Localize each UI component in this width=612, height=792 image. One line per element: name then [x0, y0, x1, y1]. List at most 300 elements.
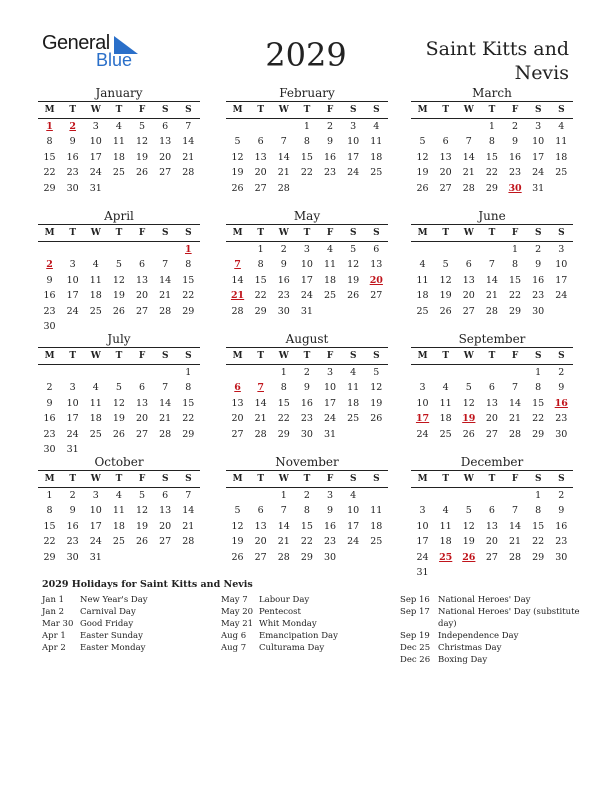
day-cell: [272, 119, 295, 134]
day-cell: 2: [558, 367, 565, 378]
weekday-label: F: [511, 228, 519, 238]
day-cell: 28: [254, 428, 267, 440]
day-cell: 8: [46, 136, 53, 148]
day-cell: 28: [231, 305, 244, 317]
day-cell: [480, 488, 503, 503]
day-cell: [177, 550, 200, 565]
weekday-label: M: [232, 474, 243, 484]
day-cell: 2: [512, 121, 519, 132]
day-cell: 10: [532, 136, 545, 148]
weekday-label: T: [442, 228, 450, 238]
day-cell: [226, 242, 249, 257]
day-cell: 14: [485, 274, 498, 286]
weekday-header: [226, 102, 388, 119]
day-cell: 21: [182, 520, 195, 532]
day-cell: 9: [46, 397, 53, 409]
day-cell: 20: [159, 520, 172, 532]
day-cell: 5: [115, 382, 122, 394]
day-cell: 25: [370, 536, 383, 548]
day-cell: 12: [347, 259, 360, 271]
weekday-label: F: [326, 474, 334, 484]
day-cell: 26: [112, 305, 125, 317]
day-cell: 29: [43, 551, 56, 563]
day-cell: [365, 181, 388, 196]
day-cell: 12: [416, 151, 429, 163]
weekday-label: T: [115, 228, 123, 238]
day-cell: [434, 242, 457, 257]
day-cell: 14: [509, 520, 522, 532]
day-cell: 4: [373, 121, 380, 132]
month-june: [411, 208, 573, 319]
day-cell: 5: [442, 259, 449, 271]
day-cell: 25: [370, 167, 383, 179]
day-cell: 25: [89, 305, 102, 317]
day-cell: 14: [182, 136, 195, 148]
weekday-label: T: [303, 105, 311, 115]
weekday-label: W: [463, 228, 474, 238]
day-cell: [319, 181, 342, 196]
day-cell: 27: [159, 536, 172, 548]
weekday-label: S: [161, 228, 169, 238]
weekday-label: W: [278, 228, 289, 238]
week-row: [411, 134, 573, 149]
weekday-label: S: [373, 351, 380, 361]
day-cell: [131, 550, 154, 565]
weekday-label: W: [90, 474, 101, 484]
holiday-name: Christmas Day: [438, 643, 502, 653]
day-cell: 19: [462, 536, 475, 548]
weekday-label: S: [185, 474, 192, 484]
day-cell: 25: [347, 413, 360, 425]
day-cell: 10: [89, 505, 102, 517]
day-cell: 3: [92, 121, 99, 132]
day-cell: 14: [509, 397, 522, 409]
day-cell: 21: [509, 536, 522, 548]
month-may: [226, 208, 388, 319]
weekday-label: T: [69, 228, 77, 238]
holiday-item: [42, 630, 227, 642]
day-cell: 15: [43, 151, 56, 163]
day-cell: 24: [66, 428, 79, 440]
day-cell: 19: [112, 290, 125, 302]
week-row: [226, 365, 388, 380]
day-cell: 7: [280, 136, 287, 148]
weekday-label: M: [44, 105, 55, 115]
day-cell: 15: [532, 397, 545, 409]
weekday-label: T: [115, 474, 123, 484]
day-cell: 18: [347, 397, 360, 409]
month-september: [411, 331, 573, 442]
day-cell: 21: [254, 413, 267, 425]
day-cell: [342, 550, 365, 565]
day-cell: 30: [43, 320, 56, 332]
day-cell: 13: [254, 151, 267, 163]
day-cell: 1: [512, 244, 519, 255]
day-cell: 24: [555, 290, 568, 302]
day-cell: 7: [280, 505, 287, 517]
holiday-day-cell: 25: [439, 551, 453, 563]
weekday-label: F: [326, 228, 334, 238]
holiday-item: [221, 606, 406, 618]
day-cell: 30: [66, 551, 79, 563]
day-cell: 25: [416, 305, 429, 317]
week-row: [38, 519, 200, 534]
week-row: [226, 519, 388, 534]
week-row: [411, 365, 573, 380]
day-cell: [107, 550, 130, 565]
weekday-header: [411, 102, 573, 119]
week-row: [226, 396, 388, 411]
week-row: [38, 181, 200, 196]
day-cell: 29: [182, 305, 195, 317]
week-row: [38, 257, 200, 272]
day-cell: 15: [182, 274, 195, 286]
holiday-day-cell: 6: [234, 382, 241, 394]
day-cell: 19: [231, 167, 244, 179]
day-cell: 21: [509, 413, 522, 425]
day-cell: 9: [535, 259, 542, 271]
day-cell: [226, 488, 249, 503]
weekday-label: T: [442, 474, 450, 484]
weekday-label: W: [90, 228, 101, 238]
weekday-label: T: [69, 351, 77, 361]
day-cell: [434, 565, 457, 580]
holiday-name: Labour Day: [259, 595, 310, 605]
day-cell: 13: [485, 397, 498, 409]
month-title: February: [226, 85, 388, 102]
day-cell: 7: [185, 121, 192, 132]
weekday-label: S: [373, 474, 380, 484]
day-cell: 18: [112, 151, 125, 163]
day-cell: 13: [231, 397, 244, 409]
day-cell: 9: [69, 136, 76, 148]
day-cell: 22: [182, 290, 195, 302]
month-january: [38, 85, 200, 196]
day-cell: 28: [277, 182, 290, 194]
day-cell: 28: [509, 551, 522, 563]
day-cell: 16: [300, 397, 313, 409]
weekday-label: T: [488, 228, 496, 238]
day-cell: 31: [66, 443, 79, 455]
day-cell: 28: [159, 428, 172, 440]
holiday-item: [400, 594, 585, 606]
day-cell: 9: [327, 136, 334, 148]
day-cell: 3: [69, 259, 76, 271]
weekday-header: [411, 225, 573, 242]
day-cell: 11: [112, 505, 125, 517]
week-row: [226, 134, 388, 149]
week-row: [38, 242, 200, 257]
day-cell: 16: [43, 413, 56, 425]
weekday-header: [411, 348, 573, 365]
day-cell: [457, 488, 480, 503]
holiday-date: Dec 25: [400, 643, 431, 653]
weekday-label: T: [257, 228, 265, 238]
day-cell: 26: [370, 413, 383, 425]
holiday-day-cell: 7: [234, 259, 241, 271]
holiday-day-cell: 21: [230, 290, 245, 302]
day-cell: 20: [159, 151, 172, 163]
day-cell: 21: [159, 290, 172, 302]
day-cell: 20: [485, 536, 498, 548]
day-cell: 5: [419, 136, 426, 148]
day-cell: 5: [115, 259, 122, 271]
day-cell: 2: [280, 244, 287, 255]
day-cell: 30: [66, 182, 79, 194]
weekday-header: [226, 348, 388, 365]
day-cell: 5: [373, 367, 380, 378]
day-cell: 10: [324, 382, 337, 394]
day-cell: 31: [89, 551, 102, 563]
day-cell: 11: [416, 274, 429, 286]
day-cell: 29: [532, 428, 545, 440]
day-cell: [342, 181, 365, 196]
week-row: [411, 119, 573, 134]
day-cell: [365, 427, 388, 442]
day-cell: 2: [303, 367, 310, 378]
day-cell: 30: [555, 428, 568, 440]
day-cell: 10: [300, 259, 313, 271]
day-cell: 18: [439, 536, 452, 548]
day-cell: [319, 304, 342, 319]
day-cell: [411, 365, 434, 380]
week-row: [411, 242, 573, 257]
day-cell: [226, 365, 249, 380]
day-cell: 24: [416, 428, 429, 440]
weekday-label: M: [232, 351, 243, 361]
day-cell: [480, 365, 503, 380]
day-cell: 13: [370, 259, 383, 271]
day-cell: 19: [416, 167, 429, 179]
day-cell: 19: [439, 290, 452, 302]
day-cell: [457, 119, 480, 134]
day-cell: 10: [89, 136, 102, 148]
weekday-label: T: [303, 474, 311, 484]
holiday-date: Sep 16: [400, 595, 430, 605]
day-cell: [457, 242, 480, 257]
day-cell: [131, 242, 154, 257]
day-cell: 18: [439, 413, 452, 425]
day-cell: 5: [234, 136, 241, 148]
day-cell: 17: [347, 151, 360, 163]
day-cell: [249, 488, 272, 503]
day-cell: 29: [485, 182, 498, 194]
month-november: [226, 454, 388, 565]
day-cell: 27: [254, 551, 267, 563]
month-title: September: [411, 331, 573, 348]
day-cell: 29: [509, 305, 522, 317]
week-row: [38, 550, 200, 565]
day-cell: 26: [112, 428, 125, 440]
day-cell: [226, 119, 249, 134]
day-cell: 13: [136, 274, 149, 286]
day-cell: 27: [370, 290, 383, 302]
day-cell: 12: [439, 274, 452, 286]
weekday-label: S: [185, 351, 192, 361]
day-cell: 14: [231, 274, 244, 286]
week-row: [411, 150, 573, 165]
day-cell: 17: [89, 520, 102, 532]
week-row: [38, 411, 200, 426]
weekday-label: T: [488, 105, 496, 115]
weekday-label: M: [417, 351, 428, 361]
day-cell: 20: [485, 413, 498, 425]
day-cell: 8: [512, 259, 519, 271]
day-cell: 11: [89, 274, 102, 286]
day-cell: 1: [488, 121, 495, 132]
weekday-label: W: [278, 105, 289, 115]
day-cell: 25: [112, 536, 125, 548]
weekday-label: S: [349, 105, 357, 115]
day-cell: 17: [89, 151, 102, 163]
day-cell: 7: [162, 382, 169, 394]
holiday-item: [42, 618, 227, 630]
day-cell: 24: [300, 290, 313, 302]
day-cell: 23: [300, 413, 313, 425]
holiday-item: [400, 630, 585, 642]
day-cell: 6: [442, 136, 449, 148]
month-july: [38, 331, 200, 457]
day-cell: 17: [66, 413, 79, 425]
holiday-item: [400, 642, 585, 654]
day-cell: 6: [139, 259, 146, 271]
weekday-label: T: [442, 351, 450, 361]
weekday-label: F: [511, 474, 519, 484]
day-cell: 12: [112, 274, 125, 286]
week-row: [38, 134, 200, 149]
day-cell: 4: [92, 259, 99, 271]
day-cell: 15: [182, 397, 195, 409]
day-cell: 7: [185, 490, 192, 501]
day-cell: 25: [89, 428, 102, 440]
day-cell: 7: [512, 505, 519, 517]
day-cell: 24: [416, 551, 429, 563]
day-cell: [504, 365, 527, 380]
weekday-label: S: [185, 105, 192, 115]
day-cell: 20: [254, 536, 267, 548]
holiday-item: [400, 654, 585, 666]
day-cell: 27: [231, 428, 244, 440]
day-cell: 10: [66, 397, 79, 409]
day-cell: 16: [277, 274, 290, 286]
weekday-label: F: [511, 105, 519, 115]
day-cell: 22: [532, 536, 545, 548]
day-cell: 18: [89, 413, 102, 425]
day-cell: 24: [347, 167, 360, 179]
day-cell: 28: [485, 305, 498, 317]
day-cell: 4: [92, 382, 99, 394]
week-row: [411, 565, 573, 580]
day-cell: 4: [115, 490, 122, 501]
day-cell: 1: [280, 367, 287, 378]
day-cell: [154, 242, 177, 257]
weekday-label: S: [534, 228, 542, 238]
day-cell: 30: [555, 551, 568, 563]
day-cell: 28: [277, 551, 290, 563]
day-cell: [61, 365, 84, 380]
day-cell: [411, 119, 434, 134]
day-cell: 20: [439, 167, 452, 179]
holidays-title: 2029 Holidays for Saint Kitts and Nevis: [42, 579, 253, 590]
holiday-date: Sep 19: [400, 631, 430, 641]
day-cell: 14: [277, 520, 290, 532]
day-cell: [550, 181, 573, 196]
day-cell: 28: [182, 536, 195, 548]
day-cell: 30: [532, 305, 545, 317]
holiday-date: Jan 1: [42, 595, 65, 605]
day-cell: 27: [485, 428, 498, 440]
month-title: October: [38, 454, 200, 471]
day-cell: 3: [535, 121, 542, 132]
logo-text-blue: Blue: [96, 50, 133, 70]
week-row: [38, 380, 200, 395]
day-cell: 18: [416, 290, 429, 302]
day-cell: 21: [485, 290, 498, 302]
holiday-name: Pentecost: [259, 607, 301, 617]
week-row: [411, 257, 573, 272]
day-cell: 2: [69, 490, 76, 501]
day-cell: 20: [136, 413, 149, 425]
week-row: [226, 534, 388, 549]
holiday-day-cell: 26: [462, 551, 476, 563]
week-row: [411, 488, 573, 503]
month-december: [411, 454, 573, 580]
day-cell: 2: [558, 490, 565, 501]
day-cell: 1: [46, 490, 53, 501]
day-cell: 3: [558, 244, 565, 255]
day-cell: 1: [535, 490, 542, 501]
day-cell: [365, 304, 388, 319]
day-cell: 4: [327, 244, 334, 255]
month-title: January: [38, 85, 200, 102]
day-cell: 22: [300, 167, 313, 179]
month-march: [411, 85, 573, 196]
week-row: [411, 273, 573, 288]
day-cell: 13: [462, 274, 475, 286]
weekday-label: S: [558, 105, 565, 115]
day-cell: 31: [300, 305, 313, 317]
day-cell: 29: [43, 182, 56, 194]
day-cell: 27: [462, 305, 475, 317]
day-cell: 26: [231, 551, 244, 563]
week-row: [411, 181, 573, 196]
day-cell: 25: [439, 428, 452, 440]
day-cell: 30: [300, 428, 313, 440]
day-cell: 22: [485, 167, 498, 179]
day-cell: 9: [46, 274, 53, 286]
day-cell: 16: [509, 151, 522, 163]
week-row: [226, 288, 388, 303]
day-cell: 20: [462, 290, 475, 302]
holiday-column: [400, 594, 585, 666]
day-cell: 21: [159, 413, 172, 425]
day-cell: 23: [43, 305, 56, 317]
day-cell: [480, 242, 503, 257]
day-cell: 14: [159, 397, 172, 409]
day-cell: 24: [89, 536, 102, 548]
day-cell: 25: [324, 290, 337, 302]
calendar-year: 2029: [265, 36, 347, 74]
day-cell: 23: [555, 413, 568, 425]
weekday-label: F: [511, 351, 519, 361]
day-cell: 12: [112, 397, 125, 409]
day-cell: 25: [555, 167, 568, 179]
day-cell: 6: [257, 505, 264, 517]
day-cell: 5: [234, 505, 241, 517]
day-cell: 19: [112, 413, 125, 425]
holiday-day-cell: 16: [554, 397, 568, 409]
day-cell: 8: [185, 382, 192, 394]
